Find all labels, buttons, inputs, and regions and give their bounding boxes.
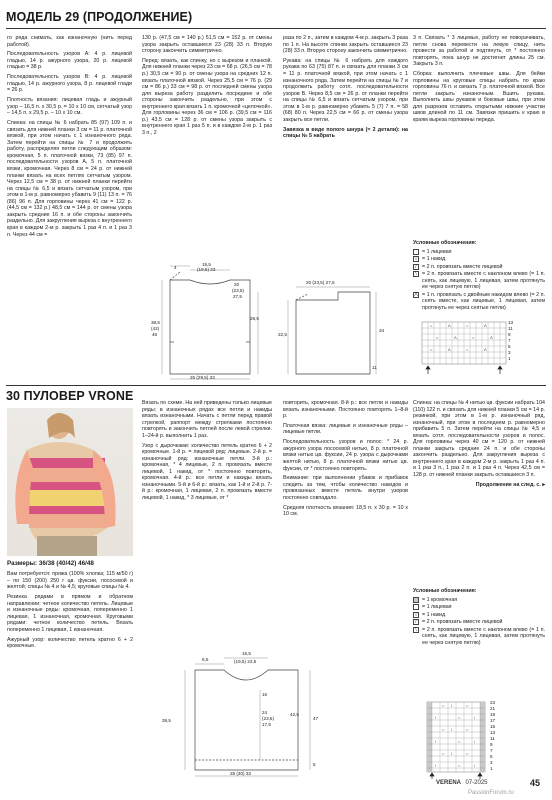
dim-label: 20 [234,282,240,287]
svg-text:/: / [474,715,476,720]
text-p: раза по 2 п., затем в каждом 4-м р. закрыть 3 раза по 1 п. На высоте спинки закрыть оставшиеся 23 (28) 33 п. Вторую сторону закончить симметрично. [283,35,408,55]
text-p: Плотность вязания: лицевая гладь и ажурный узор – 16,5 п. x 30,5 р. = 10 x 10 см, сетчатый узор – 14,5 п. x 29,5 р. – 10 x 10 см. [7,97,132,117]
schematic-sleeve [278,262,408,382]
svg-text:Λ: Λ [454,335,457,340]
text-p: повторить, кромочная. 8-й р.: все петли и накиды вязать изнаночными. Постоянно повторять 1–8-й р. [283,400,408,420]
legend-item: = 1 лицевая [413,249,545,256]
text-p: Ажурный узор: количество петель кратно 6 + 2 кромочные. [7,636,133,650]
dim-label: 27,5 [233,294,242,299]
svg-text:○: ○ [430,323,433,328]
legend-top [413,240,545,312]
edge-stitch-symbol-icon [413,597,419,603]
dim-label: 24 [262,710,268,715]
schematic-back [150,262,270,382]
section-title-top: МОДЕЛЬ 29 (ПРОДОЛЖЕНИЕ) [6,10,193,24]
ssk-symbol-icon: \ [413,271,419,277]
top-column-4 [413,35,545,127]
dim-label: 22,5 [278,332,287,337]
dim-label: 20 (23,5) 27,5 [306,280,335,285]
text-p: Последовательность узоров и полос: * 24 р. ажурного узора лососевой нитью, 8 р. платочной вязки нитью цв. фуксии, 24 р. узора с дырочками желтой нитью, 8 р. платочной вязки нитью цв. фуксии, от * постоянно повторять. [283,439,408,472]
svg-text:○: ○ [442,703,445,708]
svg-text:/: / [451,751,453,756]
k2tog-symbol-icon: / [413,619,419,625]
top-column-2 [142,35,272,140]
legend-item: / = 2 п. провязать вместе лицевой [413,264,545,271]
dim-label: 15,5 [202,262,211,267]
dim-label: (42) [151,326,160,331]
divider-top [6,28,546,29]
dim-label: 38,5 [151,320,160,325]
svg-text:/: / [474,763,476,768]
chart-row-numbers-top: 13 11 9 7 5 3 1 [508,320,514,361]
legend-title: Условные обозначения: [413,240,477,246]
dim-label: 4 [174,265,177,270]
dim-label: 46 [152,332,158,337]
page-number: 45 [530,778,541,788]
legend-item: = 1 лицевая [413,604,545,611]
text-p: Последовательность узоров В: 4 р. лицевой гладью, 14 р. ажурного узора, 8 р. лицевой глади = 26 р. [7,74,132,94]
dim-label: 16,5 [242,651,251,656]
text-p: Спинка: на спицы № 4 нитью цв. фуксии набрать 104 (110) 122 п. и связать для нижней планки 5 см = 14 р. резинкой, при этом в 1-м р. изнаночный ряд, изнаночный, при этом в последнем р. равномерно прибавить 5 п. Затем перейти на спицы № 4,5 и вязать сотл. последовательности узоров и полос. Для горловины через 40 см = 120 р. от нижней планки закрыть средние 24 п. и обе стороны закончить раздельно. Для закругления выреза с внутреннего края в каждом 2-м р. закрыть 1 раз 4 п. и 1 раз 3 п., 1 раз 2 п. и 1 раз 4 п. Через 42,5 см = 128 р. от нижней планки закрыть оставшиеся 3 п. [413,400,545,479]
dim-label: (19,5) 22,5 [234,659,257,664]
text-p: Платочная вязка: лицевые и изнаночные ряды – лицевые петли. [283,422,408,436]
bottom-column-2 [142,400,272,505]
bottom-column-3 [283,400,408,521]
svg-text:○: ○ [466,347,469,352]
dim-label: 42,5 [290,712,299,717]
svg-text:Λ: Λ [448,323,451,328]
dim-label: (23,5) [262,716,275,721]
svg-text:○: ○ [458,715,461,720]
yarnover-symbol-icon: ○ [414,256,418,263]
dim-label: 17,5 [262,722,271,727]
legend-item: Λ = 1 п. провязать с двойным накидом влево (= 2 п. снять вместе, как лицевые, 1 лицевая, затем протянуть ее через снятые петли) [414,291,545,311]
watermark: PassionForum.ru [468,790,514,796]
dim-label: (19,5) 23 [197,267,216,272]
arrow-right-icon: ▸ [542,481,545,488]
svg-text:Λ: Λ [484,323,487,328]
ssk-symbol-icon: \ [413,627,419,633]
knit-symbol-icon [413,604,419,610]
text-p: Завязка в виде полого шнура (= 2 детали): на спицы № 5 набрать [283,126,408,140]
dim-label: 28,5 [250,316,259,321]
svg-text:Λ: Λ [490,335,493,340]
svg-text:○: ○ [458,739,461,744]
text-p: Рукава: на спицы № 6 набрать для каждого рукава по 63 (75) 87 п. и связать для планки 3 см = 11 р. платочной вязкой, при этом начать с 1 изнаночного ряда. Затем перейти на спицы № 7 и продолжить работу сотл. последовательности узоров В. Через 8,5 см = 26 р. от планки перейти на спицы № 6,5 и вязать сетчатым узором, при этом в 1-м р. равномерно убавить 5 (7) 7 п. = 58 (68) 80 п. Через 22,5 см = 66 р. от смены узора закрыть все петли. [283,57,408,123]
double-decrease-symbol-icon: Λ [414,292,418,299]
schematic-pullover [150,650,350,780]
svg-text:Λ: Λ [448,347,451,352]
svg-text:\: \ [435,763,437,768]
text-p: 3 п. Связать * 3 лицевых, работу не поворачивать, петли снова перевести на левую спицу, нить провести за работой и подтянуть, от * постоянно повторять, пока шнур не достигнет длины 25 см. Закрыть 3 п. [413,35,545,68]
sizes: Размеры: 36/38 (40/42) 46/48 [7,560,94,567]
model-photo [7,408,133,556]
text-p: Спинка: на спицы № 6 набрать 85 (97) 109 п. и связать для нижней планки 3 см = 11 р. платочной вязкой, при этом начать с 1 изнаночного ряда. Затем перейти на спицы № 7 и продолжить работу, распределяя петли следующим образом: кромочная, 5 п. платочной вязки, 73 (85) 97 п. последовательности узоров А, 5 п. платочной вязки, кромочная. Через 8 см = 24 р. от нижней планки вязать на всех петлях сетчатым узором. Через 12,5 см = 38 р. от нижней планки перейти на спицы № 6,5 и вязать сетчатым узором, при этом в 1-м р. равномерно убавить 9 (11) 13 п. = 76 (86) 96 п. Для горловины через 41 см = 122 р. (44,5 см = 132 р.) 48,5 см = 144 р. от смены узора закрыть средние 16 п. и обе стороны закончить раздельно. Для закругления выреза с внутреннего края в каждом 2-м р. закрыть 1 раз 4 п. и 1 раз 3 п. Через 44 см = [7,120,132,238]
svg-text:/: / [451,703,453,708]
legend-title: Условные обозначения: [413,588,477,594]
svg-text:○: ○ [466,751,469,756]
svg-text:○: ○ [442,727,445,732]
bottom-column-1 [7,560,133,653]
stitch-chart-bottom [425,700,495,780]
text-p: Сборка: выполнить плечевые швы. Для бейки горловины на круговые спицы набрать по краю горловины 76 п. и связать 7 р. платочной вязкой. Все петли закрыть изнаночным. Вшить рукава. Выполнить швы рукавов и боковые швы, при этом для разрезов оставить открытыми нижние участки швов длиной по 11 см. Завязки пришить к краю в краям выреза горловины переда. [413,71,545,123]
dim-label: 16 [262,692,268,697]
svg-text:○: ○ [458,763,461,768]
svg-text:○: ○ [466,703,469,708]
text-p: го ряда снимать, как изнаночную (нить перед работой). [7,35,132,48]
text-p: Резинка рядами в прямом и обратном направлении: четное количество петель. Лицевые и изнаночные ряды: кромочная, попеременно 1 лицевая, 1 изнаночная, кромочная. Круговыми рядами: четное количество петель. Вязать попеременно 1 лицевая, 1 изнаночная. [7,594,133,633]
svg-text:○: ○ [472,335,475,340]
dim-label: (23,5) [232,288,245,293]
divider-mid [6,385,546,386]
dim-label: 47 [313,716,319,721]
legend-item: ○ = 1 накид [414,256,446,263]
top-column-1 [7,35,132,241]
text-p: Средняя плотность вязания: 18,5 п. x 30 р. = 10 x 10 см. [283,504,408,518]
svg-text:\: \ [435,715,437,720]
legend-item: ○ = 1 накид [414,611,446,618]
dim-label: 26 (29,5) 33 [190,375,215,380]
svg-text:/: / [451,727,453,732]
top-column-3 [283,35,408,143]
dim-label: 6,5 [202,657,209,662]
svg-text:○: ○ [430,347,433,352]
legend-item: \ = 2 п. провязать вместе с наклоном влево (= 1 п. снять, как лицевую, 1 лицевая, затем протянуть ее через снятую петлю) [413,271,545,291]
k2tog-symbol-icon: / [413,264,419,270]
dim-label: 39,5 [162,718,171,723]
text-p: Перед: вязать, как спинку, но с вырезом и планкой. Для нижней планки через 23 см = 68 р. (26,5 см = 78 р.) 30,5 см = 90 р. от смены узора на средних 12 п. вязать платочной вязкой. Через 25,5 см = 76 р. (29 см = 86 р.) 33 см = 98 р. от последней смены узора для выреза работу разделить посредине и обе стороны закончить раздельно, при этом с внутреннего края вязать 1 п. кромочной «цепочкой». Для горловины через 36 см = 106 р. (39,5 см = 116 р.) 43,5 см = 128 р. от смены узора закрыть с внутреннего края 1 раз 5 п. и в каждом 2-м р. 1 раз 3 п., 2 [142,57,272,136]
text-p: Вязать по схеме. На ней приведены только лицевые ряды; в изнаночных рядах все петли и накиды вязать изнаночными. Начать с петли перед правой стрелкой, раппорт между стрелками постоянно повторять и закончить петлей после левой стрелки. 1–24-й р. выполнить 1 раз. [142,400,272,439]
svg-text:/: / [474,739,476,744]
legend-item: / = 2 п. провязать вместе лицевой [413,619,545,626]
svg-text:○: ○ [466,323,469,328]
text-p: 130 р. (47,5 см = 140 р.) 51,5 см = 152 р. от смены узора закрыть оставшиеся 23 (28) 33 п. Вторую сторону закончить симметрично. [142,35,272,55]
bottom-column-4 [413,400,545,492]
legend-item: \ = 2 п. провязать вместе с наклоном влево (= 1 п. снять, как лицевую, 1 лицевая, затем протянуть ее через снятую петлю) [413,627,545,647]
footer-magazine: VERENA 07-2025 [436,780,488,786]
text-p: Вам потребуется: пряжа (100% хлопка; 115 м/50 г) – по 150 (200) 250 г цв. фуксии, лососевой и желтой; спицы № 4 и № 4,5; круговые спицы № 4. [7,571,133,591]
dim-label: 5 [313,762,316,767]
stitch-chart-top [420,320,520,376]
svg-text:○: ○ [436,335,439,340]
text-p: Узор с дырочками: количество петель кратно 6 + 2 кромочные. 1-й р. = лицевой ряд: лицевые. 2-й р. = изнаночный ряд: изнаночные петли. 3-й р.: кромочная, * 4 лицевые, 2 п. провязать вместе лицевой, 1 накид, от * постоянно повторять, кромочная. 4-й р.: все петли и накиды вязать изнаночными. 5-й и 6-й р.: вязать, как 1-й и 2-й р. 7-й р.: кромочная, 1 лицевая, 2 п. провязать вместе лицевой, 1 накид, * 3 лицевые, от * [142,442,272,501]
chart-row-numbers-bottom: 23 21 19 17 15 13 11 9 7 5 3 1 [490,700,496,771]
svg-text:\: \ [435,739,437,744]
text-p: Последовательность узоров А: 4 р. лицевой гладью, 14 р. ажурного узора, 20 р. лицевой гладью = 38 р. [7,51,132,71]
yarnover-symbol-icon: ○ [414,611,418,618]
dim-label: 11 [372,365,377,370]
legend-item: = 1 кромочная [413,597,545,604]
continue-note: Продолжение на след. с. ▸ [475,481,545,488]
dim-label: 28 (30) 33 [230,771,251,776]
knit-symbol-icon [413,249,419,255]
svg-text:○: ○ [442,751,445,756]
svg-text:○: ○ [466,727,469,732]
text-p: Внимание: при выполнении убавок и прибавок следить за тем, чтобы количество накидов и провязанных вместе петель внутри узоров постоянно совпадало. [283,475,408,501]
svg-text:Λ: Λ [484,347,487,352]
dim-label: 34 [379,328,385,333]
legend-bottom [413,588,545,647]
section-title-bottom: 30 ПУЛОВЕР VRONE [6,389,134,403]
